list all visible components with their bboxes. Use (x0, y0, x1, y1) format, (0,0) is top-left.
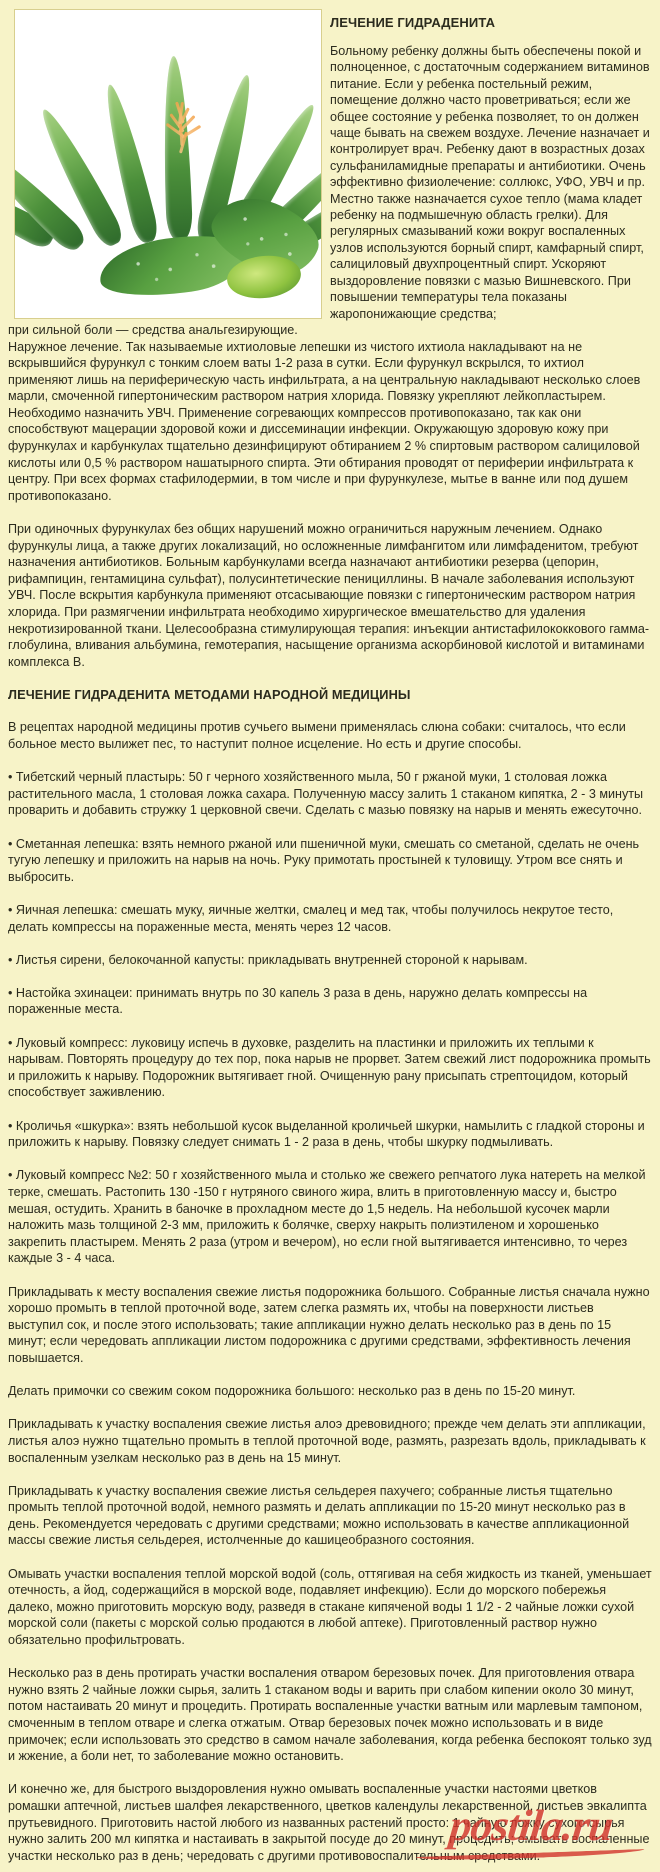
paragraph: Прикладывать к участку воспаления свежие листья сельдерея пахучего; собранные листья тщательно промыть теплой проточной водой, немного размять и делать аппликации по 15-20 минут несколько раз в день. Рекомендуется чередовать с другими средствами; можно использовать в качестве аппликационной массы свежие листья сельдерея, истолченные до кашицеобразного состояния. (8, 1483, 630, 1548)
aloe-flower (155, 102, 211, 162)
paragraph: Прикладывать к участку воспаления свежие листья алоэ древовидного; прежде чем делать эти аппликации, листья алоэ нужно тщательно промыть в теплой проточной воде, размять, разрезать вдоль, прикладывать к воспаленным узелкам несколько раз в день на 15 минут. (8, 1417, 646, 1465)
watermark-text: postila.ru (447, 1801, 615, 1851)
paragraph: Наружное лечение. Так называемые ихтиоловые лепешки из чистого ихтиола накладывают на не вскрывшийся фурункул с тонким слоем ваты 1-2 раза в сутки. Если фурункул вскрылся, то ихтиол применяют лишь на периферическую часть инфильтрата, а на центральную накладывают несколько слоев марли, смоченной гипертоническим раствором натрия хлорида. Повязку укрепляют лейкопластырем. Необходимо назначить УВЧ. Применение согревающих компрессов противопоказано, так как они способствуют мацерации здоровой кожи и диссеминации инфекции. Окружающую здоровую кожу при фурункулах и карбункулах тщательно дезинфицируют обтиранием 2 % спиртовым раствором салициловой кислоты или 0,5 % раствором нашатырного спирта. Эти обтирания проводят от периферии инфильтрата к центру. При всех формах стафилодермии, в том числе и при фурункулезе, мытье в ванне или под душем противопоказано. (8, 339, 641, 503)
recipe-item: • Сметанная лепешка: взять немного ржаной или пшеничной муки, смешать со сметаной, сделать не очень тугую лепешку и приложить на нарыв на ночь. Руку примотать простыней к туловищу. Утром все снять и выбросить. (8, 836, 640, 884)
folk-medicine-title: ЛЕЧЕНИЕ ГИДРАДЕНИТА МЕТОДАМИ НАРОДНОЙ МЕДИЦИНЫ (8, 687, 411, 703)
recipe-item: • Луковый компресс №2: 50 г хозяйственного мыла и столько же свежего репчатого лука натереть на мелкой терке, смешать. Растопить 130 -150 г нутряного свиного жира, влить в приготовленную массу и, быстро мешая, остудить. Хранить в баночке в прохладном месте до 1,5 недель. На небольшой кусочек марли наложить мазь толщиной 2-3 мм, приложить к болячке, сверху накрыть полиэтиленом и хорошенько закрепить пластырем. Менять 2 раза (утром и вечером), но если гной вытягивается интенсивно, то через каждые 3 - 4 часа. (8, 1168, 646, 1266)
aloe-photo (14, 9, 322, 319)
paragraph: Делать примочки со свежим соком подорожника большого: несколько раз в день по 15-20 минут. (8, 1384, 576, 1399)
paragraph: при сильной боли — средства анальгезирующие. (8, 322, 298, 337)
intro-paragraph: Больному ребенку должны быть обеспечены покой и полноценное, с достаточным содержанием витаминов питание. Если у ребенка постельный режим, помещение должно часто проветриваться; если же общее состояние у ребенка позволяет, то он должен чаще бывать на свежем воздухе. Лечение назначает и контролирует врач. Ребенку дают в возрастных дозах сульфаниламидные препараты и антибиотики. Очень эффективно физиолечение: соллюкс, УФО, УВЧ и пр. Местно также назначается сухое тепло (мама кладет ребенку на подмышечную область грелки). Для регулярных смазываний кожи вокруг воспаленных узлов используются борный спирт, камфарный спирт, салициловый двухпроцентный спирт. Ускоряют выздоровление повязки с мазью Вишневского. При повышении температуры тела показаны жаропонижающие средства; (330, 44, 650, 321)
paragraph: Омывать участки воспаления теплой морской водой (соль, оттягивая на себя жидкость из тканей, уменьшает отечность, а йод, содержащийся в морской воде, подавляет инфекцию). Если до морского побережья далеко, можно приготовить морскую воду, разведя в стакане кипяченой воды 1 1/2 - 2 чайные ложки сухой морской соли (пакеты с морской солью продаются в любой аптеке). Приготовленный раствор нужно обязательно профильтровать. (8, 1566, 652, 1648)
recipe-item: • Кроличья «шкурка»: взять небольшой кусок выделанной кроличьей шкурки, намылить с гладкой стороны и приложить к нарыву. Повязку следует снимать 1 - 2 раза в день, чтобы шкурку подмыливать. (8, 1118, 645, 1150)
intro-section (0, 0, 660, 322)
paragraph: При одиночных фурункулах без общих нарушений можно ограничиться наружным лечением. Однако фурункулы лица, а также других локализаций, но осложненные лимфангитом или лимфаденитом, требуют назначения антибиотиков. Больным карбункулами всегда назначают антибиотики резерва (цепорин, рифампицин, гентамицина сульфат), полусинтетические пенициллины. В начале заболевания используют УВЧ. После вскрытия карбункула применяют отсасывающие повязки с гипертоническим раствором натрия хлорида. При размягчении инфильтрата необходимо хирургическое вмешательство для удаления некротизированной ткани. Целесообразна стимулирующая терапия: инъекции антистафилококкового гамма-глобулина, вливания альбумина, гемотерапия, насыщение организма аскорбиновой кислотой и витаминами комплекса В. (8, 522, 650, 669)
recipe-item: • Луковый компресс: луковицу испечь в духовке, разделить на пластинки и приложить их теплыми к нарывам. Повторять процедуру до тех пор, пока нарыв не прорвет. Затем свежий лист подорожника промыть и приложить к нарыву. Подорожник вытягивает гной. Очищенную рану присыпать стрептоцидом, который способствует заживлению. (8, 1035, 651, 1100)
recipe-item: • Яичная лепешка: смешать муку, яичные желтки, смалец и мед так, чтобы получилось некрутое тесто, делать компрессы на пораженные места, менять через 12 часов. (8, 902, 614, 934)
folk-intro-paragraph: В рецептах народной медицины против сучьего вымени применялась слюна собаки: считалось, что если больное место вылижет пес, то наступит полное исцеление. Но есть и другие способы. (8, 720, 626, 751)
page-title: ЛЕЧЕНИЕ ГИДРАДЕНИТА (330, 15, 496, 30)
paragraph: Несколько раз в день протирать участки воспаления отваром березовых почек. Для приготовления отвара нужно взять 2 чайные ложки сырья, залить 1 стаканом воды и варить при слабом кипении около 30 минут, потом настаивать 20 минут и процедить. Протирать воспаленные участки ватным или марлевым тампоном, смоченным в теплом отваре и слегка отжатым. Отвар березовых почек можно использовать и в виде примочек; если использовать это средство в самом начале заболевания, когда ребенка беспокоят только зуд и жжение, а боли нет, то заболевание можно остановить. (8, 1666, 652, 1764)
aloe-illustration (15, 10, 321, 318)
paragraph: Прикладывать к месту воспаления свежие листья подорожника большого. Собранные листья сначала нужно хорошо промыть в теплой проточной воде, затем слегка размять их, чтобы на поверхности листьев выступил сок, и после этого использовать; такие аппликации нужно делать несколько раз в день по 15 минут; если чередовать аппликации листом подорожника с другими средствами, эффективность лечения повышается. (8, 1284, 650, 1365)
recipe-item: • Настойка эхинацеи: принимать внутрь по 30 капель 3 раза в день, наружно делать компрессы на пораженные места. (8, 985, 588, 1017)
recipe-item: • Листья сирени, белокочанной капусты: прикладывать внутренней стороной к нарывам. (8, 952, 528, 967)
recipe-item: • Тибетский черный пластырь: 50 г черного хозяйственного мыла, 50 г ржаной муки, 1 столовая ложка растительного масла, 1 столовая ложка сахара. Полученную массу залить 1 стаканом кипятка, 2 - 3 минуты проварить и добавить стружку 1 церковной свечи. Сделать с мазью повязку на нарыв и менять ежесуточно. (8, 770, 644, 818)
paragraph: И конечно же, для быстрого выздоровления нужно омывать воспаленные участки настоями цветков ромашки аптечной, листьев шалфея лекарственного, цветков календулы лекарственной, листьев эвкалипта прутьевидного. Приготовить настой любого из названных растений просто: 1 чайную ложку сухого сырья нужно залить 200 мл кипятка и настаивать в закрытой посуде до 20 минут, процедить; омывать воспаленные участки несколько раз в день; чередовать с другими противовоспалительным средствами. (8, 1782, 650, 1863)
intro-column (330, 6, 654, 322)
article-body (0, 322, 660, 1872)
